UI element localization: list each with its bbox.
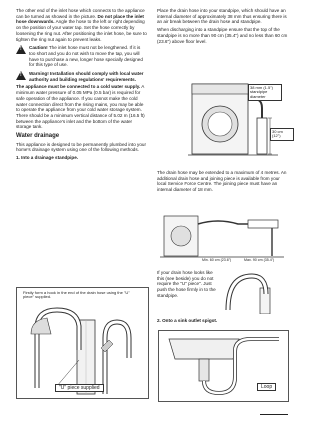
drainage-paragraph: This appliance is designed to be permanently plumbed into your home's drainage system using one of the following methods. — [16, 141, 146, 153]
hose-figure — [222, 270, 288, 314]
inlet-warning: Do not place the inlet hose downwards. — [16, 13, 144, 25]
standpipe-height-paragraph: When discharging into a standpipe ensure that the top of the standpipe is no more than 90 cm (35.4") and no less than 60 cm (23.6") above floor level. — [157, 27, 288, 44]
right-column — [157, 8, 288, 46]
caution-icon: ! — [16, 45, 26, 54]
u-piece-drawing — [17, 288, 148, 398]
max-height-label: Max. 90 cm (35.4") — [244, 258, 275, 262]
curved-hose-drawing — [222, 270, 288, 314]
footer-rule — [260, 414, 288, 415]
warning-note: ! Warning! Installation should comply with local water authority and building regulations' requirements. — [16, 71, 147, 82]
standpipe-figure — [158, 80, 287, 158]
u-piece-figure — [16, 287, 149, 399]
standpipe-paragraph: Place the drain hose into your standpipe, which should have an internal diameter of approximately 38 mm thus ensuring there is an air break between the drain hose and standpipe. — [157, 8, 287, 25]
extension-text: The drain hose may be extended to a maximum of 4 metres. An additional drain hose and joining piece is available from your local Service Force Centre. The joining piece must have an internal diameter of 18 mm. — [157, 170, 287, 193]
loop-label: Loop — [257, 383, 276, 391]
drainage-heading: Water drainage — [16, 133, 60, 140]
figure-caption: Firstly form a hook in the end of the drain hose using the "U" piece" supplied. — [23, 291, 135, 300]
supply-paragraph: The appliance must be connected to a cold water supply. A minimum water pressure of 0.05 MPa (0.5 bar) is required for safe operation of the appliance. If you cannot make the cold water connection direct from the rising mains, you may be able to operate the appliance from your cold water storage system. There should be a minimum vertical distance of 5.02 m (16.5 ft) between the appliance's inlet and the bottom of the water storage tank. — [16, 84, 145, 130]
height-figure — [158, 210, 287, 268]
u-piece-label: "U" piece supplied — [55, 384, 104, 392]
left-column — [16, 8, 147, 163]
warning-icon: ! — [16, 71, 26, 80]
inlet-hose-paragraph: The other end of the inlet hose which connects to the appliance can be turned as showed in the picture. Do not place the inlet hose downwards. Angle the hose to the left or right depending on the position of your water tap. Set the hose correctly by loosening the ring nut. After positioning the inlet hose, be sure to tighten the ring nut again to prevent leaks. — [16, 8, 147, 42]
method-2-block — [157, 318, 288, 326]
height-label: 30 cm (12") — [270, 128, 294, 141]
min-height-label: Min. 60 cm (23.6") — [202, 258, 232, 262]
method-2: 2. Onto a sink outlet spigot. — [157, 318, 218, 323]
sink-figure — [158, 330, 289, 402]
hose-hook-text: If your drain hose looks like this (see beside) you do not require the "U" piece". Just push the hose firmly in to the standpipe. — [157, 270, 216, 298]
caution-note: ! Caution! The inlet hose must not be lengthened. If it is too short and you do not wish to move the tap, you will have to purchase a new, longer hose specially designed for this type of use. — [16, 45, 147, 68]
method-1: 1. Into a drainage standpipe. — [16, 155, 79, 161]
standpipe-diameter-label: 38 mm (1.5") standpipe diameter — [248, 84, 282, 101]
